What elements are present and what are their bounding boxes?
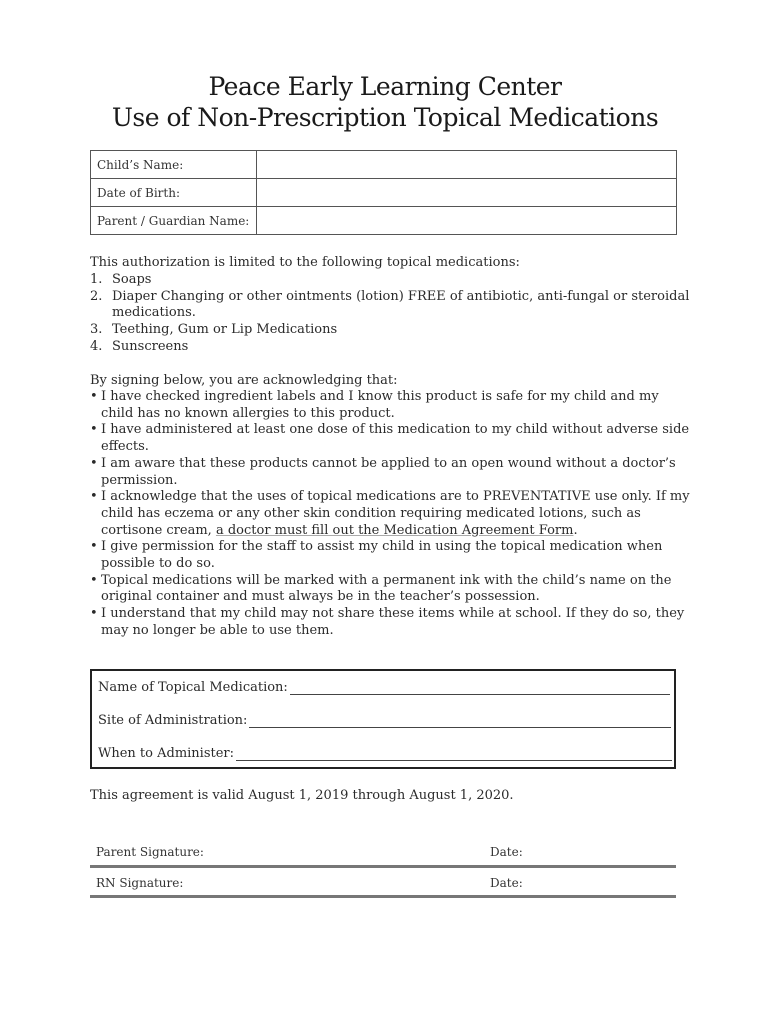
page-subtitle: Use of Non-Prescription Topical Medications bbox=[111, 103, 659, 132]
list-item bbox=[90, 272, 690, 289]
table-row bbox=[91, 151, 677, 179]
administration-site-label: Site of Administration: bbox=[98, 713, 248, 728]
list-item bbox=[90, 422, 690, 455]
validity-statement: This agreement is valid August 1, 2019 through August 1, 2020. bbox=[90, 788, 514, 803]
table-row bbox=[91, 179, 677, 207]
acknowledgement-intro: By signing below, you are acknowledging that: bbox=[90, 373, 398, 388]
bullet: • bbox=[90, 572, 98, 588]
bullet: • bbox=[90, 606, 98, 622]
parent-signature-label: Parent Signature: bbox=[96, 845, 204, 859]
administration-time-field[interactable] bbox=[236, 748, 672, 761]
date-of-birth-field[interactable] bbox=[257, 179, 677, 207]
administration-site-field[interactable] bbox=[249, 715, 671, 728]
list-item-text: I understand that my child may not share these items while at school. If they do so, they may no longer be able to use them. bbox=[101, 606, 685, 638]
list-item bbox=[90, 289, 690, 322]
list-item bbox=[90, 606, 690, 639]
authorization-intro: This authorization is limited to the following topical medications: bbox=[90, 255, 520, 270]
parent-date-label: Date: bbox=[490, 845, 523, 859]
medication-name-label: Name of Topical Medication: bbox=[98, 680, 288, 695]
list-item bbox=[90, 339, 690, 356]
administration-time-label: When to Administer: bbox=[98, 746, 235, 761]
list-item-text: I have administered at least one dose of this medication to my child without adverse side effects. bbox=[101, 422, 690, 455]
list-item bbox=[90, 573, 690, 606]
list-item-text: Soaps bbox=[112, 272, 152, 287]
child-name-field[interactable] bbox=[257, 151, 677, 179]
administration-time-row bbox=[98, 746, 672, 761]
page-title: Peace Early Learning Center bbox=[208, 72, 562, 101]
bullet: • bbox=[90, 422, 98, 438]
medication-type-list bbox=[90, 272, 690, 356]
medication-name-row bbox=[98, 680, 670, 695]
parent-signature-line bbox=[90, 865, 676, 868]
medication-name-field[interactable] bbox=[290, 682, 670, 695]
list-number: 2. bbox=[90, 288, 103, 304]
table-row bbox=[91, 207, 677, 235]
medication-details-box bbox=[90, 669, 676, 769]
rn-signature-line bbox=[90, 895, 676, 898]
bullet: • bbox=[90, 489, 98, 505]
list-item-text: I have checked ingredient labels and I know this product is safe for my child and my child has no known allergies to this product. bbox=[101, 389, 659, 421]
list-number: 3. bbox=[90, 322, 103, 338]
bullet: • bbox=[90, 455, 98, 471]
rn-date-label: Date: bbox=[490, 876, 523, 890]
date-of-birth-label: Date of Birth: bbox=[91, 179, 257, 207]
bullet: • bbox=[90, 389, 98, 404]
list-number: 1. bbox=[90, 272, 103, 287]
medication-agreement-form-link[interactable]: a doctor must fill out the Medication Agreement Form bbox=[215, 522, 574, 538]
list-item-text: I acknowledge that the uses of topical medications are to PREVENTATIVE use only. If my child has eczema or any other skin condition requiring medicated lotions, such as cortisone cream, bbox=[101, 489, 690, 538]
list-item-text: Sunscreens bbox=[112, 338, 189, 354]
list-item bbox=[90, 322, 690, 339]
list-item-text: I give permission for the staff to assist my child in using the topical medication when possible to do so. bbox=[101, 539, 663, 572]
parent-guardian-label: Parent / Guardian Name: bbox=[91, 207, 257, 235]
list-item-text: Diaper Changing or other ointments (lotion) FREE of antibiotic, anti-fungal or steroidal medications. bbox=[112, 288, 690, 321]
child-info-table bbox=[90, 150, 677, 235]
list-item-text: I am aware that these products cannot be applied to an open wound without a doctor’s permission. bbox=[101, 455, 676, 488]
list-item-text: Teething, Gum or Lip Medications bbox=[112, 322, 338, 338]
list-item-text: . bbox=[573, 522, 578, 538]
bullet: • bbox=[90, 539, 98, 555]
list-number: 4. bbox=[90, 338, 103, 354]
list-item bbox=[90, 456, 690, 489]
list-item-text: Topical medications will be marked with a permanent ink with the child’s name on the original container and must always be in the teacher’s possession. bbox=[101, 572, 672, 605]
list-item bbox=[90, 489, 690, 539]
administration-site-row bbox=[98, 713, 671, 728]
list-item bbox=[90, 389, 690, 422]
rn-signature-label: RN Signature: bbox=[96, 876, 184, 890]
acknowledgement-list bbox=[90, 389, 690, 640]
parent-guardian-field[interactable] bbox=[257, 207, 677, 235]
list-item bbox=[90, 539, 690, 572]
child-name-label: Child’s Name: bbox=[91, 151, 257, 179]
